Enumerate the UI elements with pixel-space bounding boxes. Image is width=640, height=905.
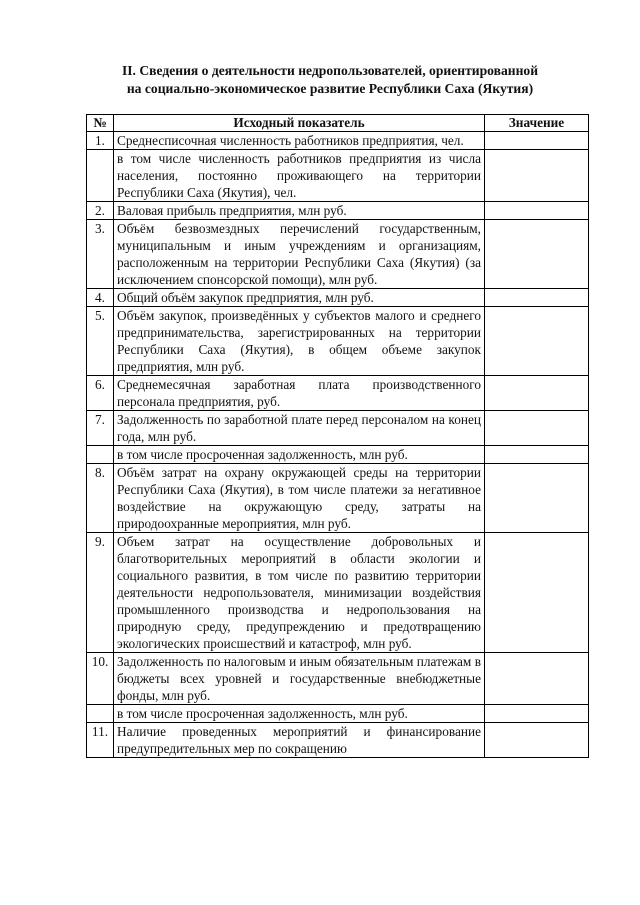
- row-number: 8.: [87, 464, 114, 533]
- row-indicator: Общий объём закупок предприятия, млн руб.: [114, 289, 485, 307]
- row-number: [87, 446, 114, 464]
- row-indicator: Объем затрат на осуществление добровольных и благотворительных мероприятий в области экологии и социального развития, в том числе по развитию территории деятельности недропользователя, минимизации воздействия промышленного производства и недропользования на природную среду, предупреждению и предотвращению экологических происшествий и катастроф, млн руб.: [114, 533, 485, 653]
- row-number: 2.: [87, 202, 114, 220]
- table-row: [87, 307, 589, 376]
- row-number: 9.: [87, 533, 114, 653]
- row-value-cell[interactable]: [485, 376, 589, 411]
- row-indicator: Объём затрат на охрану окружающей среды на территории Республики Саха (Якутия), в том числе платежи за негативное воздействие на окружающую среду, затраты на природоохранные мероприятия, млн руб.: [114, 464, 485, 533]
- row-indicator: Среднемесячная заработная плата производственного персонала предприятия, руб.: [114, 376, 485, 411]
- table-row: [87, 220, 589, 289]
- table-row: [87, 653, 589, 705]
- table-row: [87, 202, 589, 220]
- table-row: [87, 464, 589, 533]
- row-number: 4.: [87, 289, 114, 307]
- table-row: [87, 411, 589, 446]
- row-value-cell[interactable]: [485, 202, 589, 220]
- row-value-cell[interactable]: [485, 464, 589, 533]
- row-number: 6.: [87, 376, 114, 411]
- section-title-line-1: II. Сведения о деятельности недропользователей, ориентированной: [121, 63, 539, 78]
- row-indicator: Наличие проведенных мероприятий и финансирование предупредительных мер по сокращению: [114, 723, 485, 758]
- header-value: Значение: [485, 115, 589, 132]
- row-value-cell[interactable]: [485, 289, 589, 307]
- row-value-cell[interactable]: [485, 150, 589, 202]
- row-number: 11.: [87, 723, 114, 758]
- section-title: [70, 62, 590, 98]
- row-value-cell[interactable]: [485, 307, 589, 376]
- row-value-cell[interactable]: [485, 533, 589, 653]
- row-value-cell[interactable]: [485, 411, 589, 446]
- row-value-cell[interactable]: [485, 132, 589, 150]
- table-header-row: [87, 115, 589, 132]
- row-indicator: Валовая прибыль предприятия, млн руб.: [114, 202, 485, 220]
- row-number: [87, 705, 114, 723]
- row-indicator: в том числе просроченная задолженность, млн руб.: [114, 705, 485, 723]
- row-indicator: Объём закупок, произведённых у субъектов малого и среднего предпринимательства, зарегистрированных на территории Республики Саха (Якутия), в общем объеме закупок предприятия, млн руб.: [114, 307, 485, 376]
- row-number: 3.: [87, 220, 114, 289]
- row-indicator: Объём безвозмездных перечислений государственным, муниципальным и иным учреждениям и организациям, расположенным на территории Республики Саха (Якутия) (за исключением спонсорской помощи), млн руб.: [114, 220, 485, 289]
- indicators-table: [86, 114, 589, 758]
- row-value-cell[interactable]: [485, 723, 589, 758]
- row-indicator: Задолженность по налоговым и иным обязательным платежам в бюджеты всех уровней и государственные внебюджетные фонды, млн руб.: [114, 653, 485, 705]
- table-row: [87, 446, 589, 464]
- row-indicator: Задолженность по заработной плате перед персоналом на конец года, млн руб.: [114, 411, 485, 446]
- header-num: №: [87, 115, 114, 132]
- table-row: [87, 132, 589, 150]
- table-row: [87, 289, 589, 307]
- table-row: [87, 533, 589, 653]
- section-title-line-2: на социально-экономическое развитие Республики Саха (Якутия): [126, 81, 534, 96]
- table-row: [87, 376, 589, 411]
- row-value-cell[interactable]: [485, 220, 589, 289]
- table-row: [87, 723, 589, 758]
- row-value-cell[interactable]: [485, 653, 589, 705]
- table-row: [87, 705, 589, 723]
- header-indicator: Исходный показатель: [114, 115, 485, 132]
- row-value-cell[interactable]: [485, 705, 589, 723]
- row-indicator: в том числе численность работников предприятия из числа населения, постоянно проживающего на территории Республики Саха (Якутия), чел.: [114, 150, 485, 202]
- row-number: [87, 150, 114, 202]
- table-row: [87, 150, 589, 202]
- row-indicator: Среднесписочная численность работников предприятия, чел.: [114, 132, 485, 150]
- row-value-cell[interactable]: [485, 446, 589, 464]
- row-number: 1.: [87, 132, 114, 150]
- row-indicator: в том числе просроченная задолженность, млн руб.: [114, 446, 485, 464]
- row-number: 10.: [87, 653, 114, 705]
- row-number: 7.: [87, 411, 114, 446]
- row-number: 5.: [87, 307, 114, 376]
